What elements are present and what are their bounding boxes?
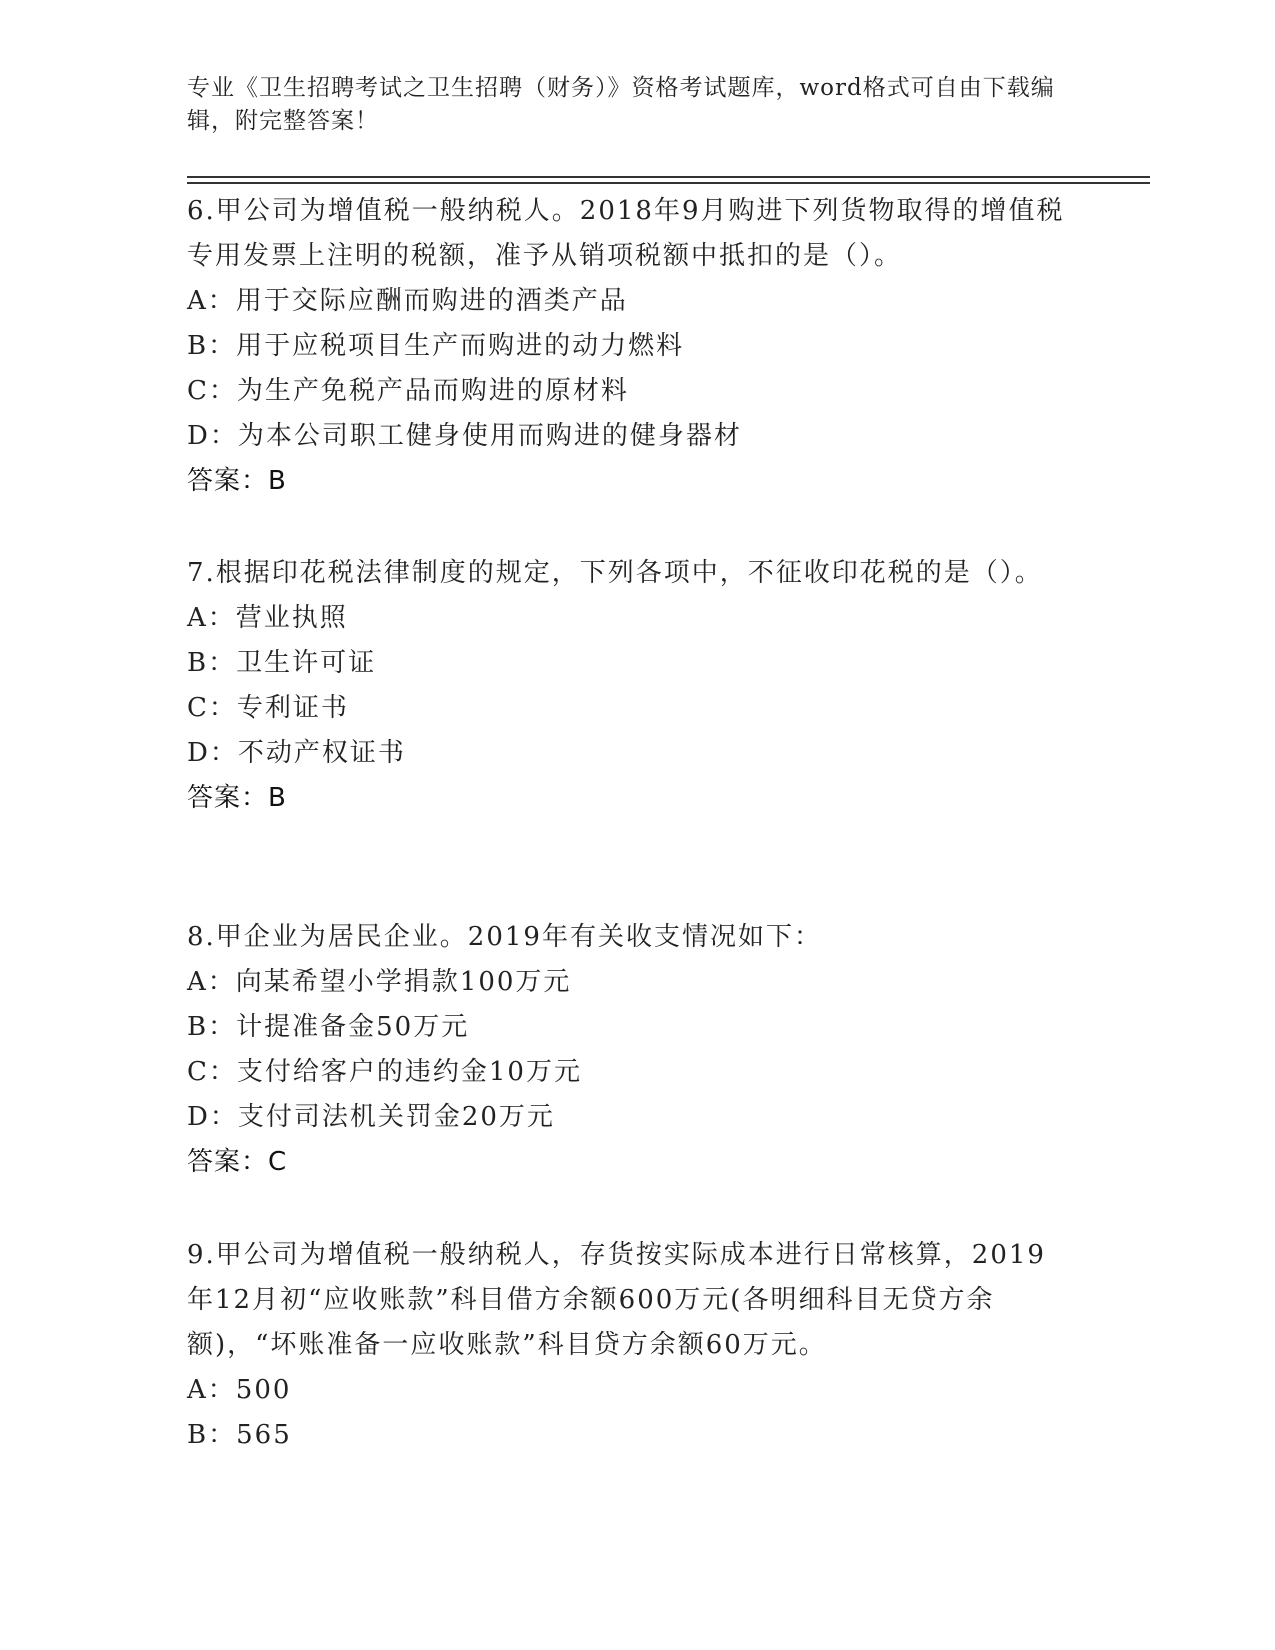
header-divider-bottom (187, 182, 1150, 184)
question-9 (187, 1233, 1067, 1458)
option-b: B：计提准备金50万元 (187, 1012, 470, 1042)
option-b: B：565 (187, 1420, 292, 1450)
question-8 (187, 915, 1067, 1185)
answer-line: 答案：B (187, 783, 287, 813)
option-d: D：不动产权证书 (187, 738, 406, 768)
option-a: A：500 (187, 1375, 292, 1405)
question-stem: 8.甲企业为居民企业。2019年有关收支情况如下： (187, 922, 822, 952)
document-header (187, 72, 1067, 138)
question-7 (187, 551, 1067, 821)
header-divider-top (187, 176, 1150, 178)
option-a: A：用于交际应酬而购进的酒类产品 (187, 286, 628, 316)
answer-line: 答案：B (187, 466, 287, 496)
answer-line: 答案：C (187, 1147, 288, 1177)
option-d: D：为本公司职工健身使用而购进的健身器材 (187, 421, 742, 451)
option-b: B：用于应税项目生产而购进的动力燃料 (187, 331, 685, 361)
option-c: C：专利证书 (187, 693, 349, 723)
question-6 (187, 189, 1067, 504)
option-a: A：营业执照 (187, 603, 348, 633)
option-d: D：支付司法机关罚金20万元 (187, 1102, 555, 1132)
header-text: 专业《卫生招聘考试之卫生招聘（财务）》资格考试题库，word格式可自由下载编辑，附完整答案！ (187, 75, 1055, 134)
option-c: C：支付给客户的违约金10万元 (187, 1057, 582, 1087)
question-stem: 7.根据印花税法律制度的规定，下列各项中，不征收印花税的是（）。 (187, 558, 1043, 588)
question-stem: 9.甲公司为增值税一般纳税人，存货按实际成本进行日常核算，2019年12月初“应收账款”科目借方余额600万元(各明细科目无贷方余额)，“坏账准备一应收账款”科目贷方余额60万元。 (187, 1240, 1046, 1360)
option-b: B：卫生许可证 (187, 648, 377, 678)
question-stem: 6.甲公司为增值税一般纳税人。2018年9月购进下列货物取得的增值税专用发票上注明的税额，准予从销项税额中抵扣的是（）。 (187, 196, 1065, 271)
option-c: C：为生产免税产品而购进的原材料 (187, 376, 629, 406)
option-a: A：向某希望小学捐款100万元 (187, 967, 572, 997)
